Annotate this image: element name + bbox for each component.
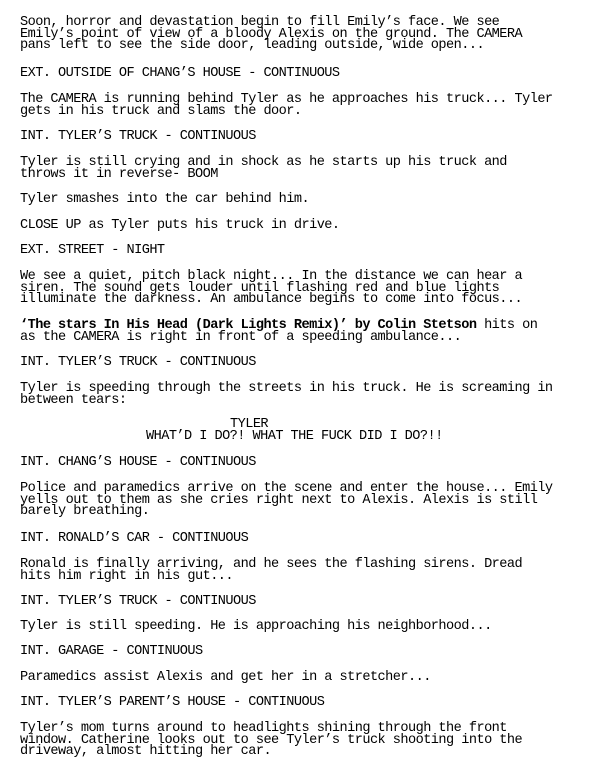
scene-heading: INT. CHANG’S HOUSE - CONTINUOUS <box>20 455 256 470</box>
action-paragraph: Paramedics assist Alexis and get her in a stretcher... <box>20 670 431 685</box>
scene-heading: EXT. STREET - NIGHT <box>20 243 165 258</box>
scene-heading: EXT. OUTSIDE OF CHANG’S HOUSE - CONTINUOUS <box>20 66 340 81</box>
scene-heading: INT. TYLER’S TRUCK - CONTINUOUS <box>20 355 256 370</box>
scene-heading: INT. GARAGE - CONTINUOUS <box>20 644 203 659</box>
scene-heading: INT. TYLER’S TRUCK - CONTINUOUS <box>20 129 256 144</box>
action-paragraph: Ronald is finally arriving, and he sees the flashing sirens. Dread hits him right in his gut... <box>20 557 523 584</box>
action-paragraph: Police and paramedics arrive on the scene and enter the house... Emily yells out to them as she cries right next to Alexis. Alexis is still barely breathing. <box>20 481 553 520</box>
character-name: TYLER <box>230 417 269 432</box>
music-cue-text: hits on <box>476 318 538 333</box>
action-paragraph: Tyler smashes into the car behind him. <box>20 192 310 207</box>
action-paragraph: Tyler’s mom turns around to headlights shining through the front window. Catherine looks out to see Tyler’s truck shooting into the driveway, almost hitting her car. <box>20 721 523 760</box>
action-paragraph: The CAMERA is running behind Tyler as he approaches his truck... Tyler gets in his truck and slams the door. <box>20 92 553 119</box>
action-paragraph: Tyler is still crying and in shock as he starts up his truck and throws it in reverse- BOOM <box>20 155 507 182</box>
dialogue-line: WHAT’D I DO?! WHAT THE FUCK DID I DO?!! <box>146 429 443 444</box>
action-paragraph: Soon, horror and devastation begin to fill Emily’s face. We see Emily’s point of view of a bloody Alexis on the ground. The CAMERA pans left to see the side door, leading outside, wide open... <box>20 15 523 54</box>
scene-heading: INT. TYLER’S TRUCK - CONTINUOUS <box>20 594 256 609</box>
action-paragraph: We see a quiet, pitch black night... In the distance we can hear a siren. The sound gets louder until flashing red and blue lights illuminate the darkness. An ambulance begins to come into focus... <box>20 269 523 308</box>
action-paragraph: Tyler is still speeding. He is approaching his neighborhood... <box>20 619 492 634</box>
action-paragraph: Tyler is speeding through the streets in his truck. He is screaming in between tears: <box>20 381 553 408</box>
music-cue-continuation: as the CAMERA is right in front of a speeding ambulance... <box>20 330 462 345</box>
scene-heading: INT. TYLER’S PARENT’S HOUSE - CONTINUOUS <box>20 695 325 710</box>
scene-heading: INT. RONALD’S CAR - CONTINUOUS <box>20 531 249 546</box>
song-title: ‘The stars In His Head (Dark Lights Remix)’ by Colin Stetson <box>20 318 477 333</box>
action-paragraph: CLOSE UP as Tyler puts his truck in drive. <box>20 218 340 233</box>
